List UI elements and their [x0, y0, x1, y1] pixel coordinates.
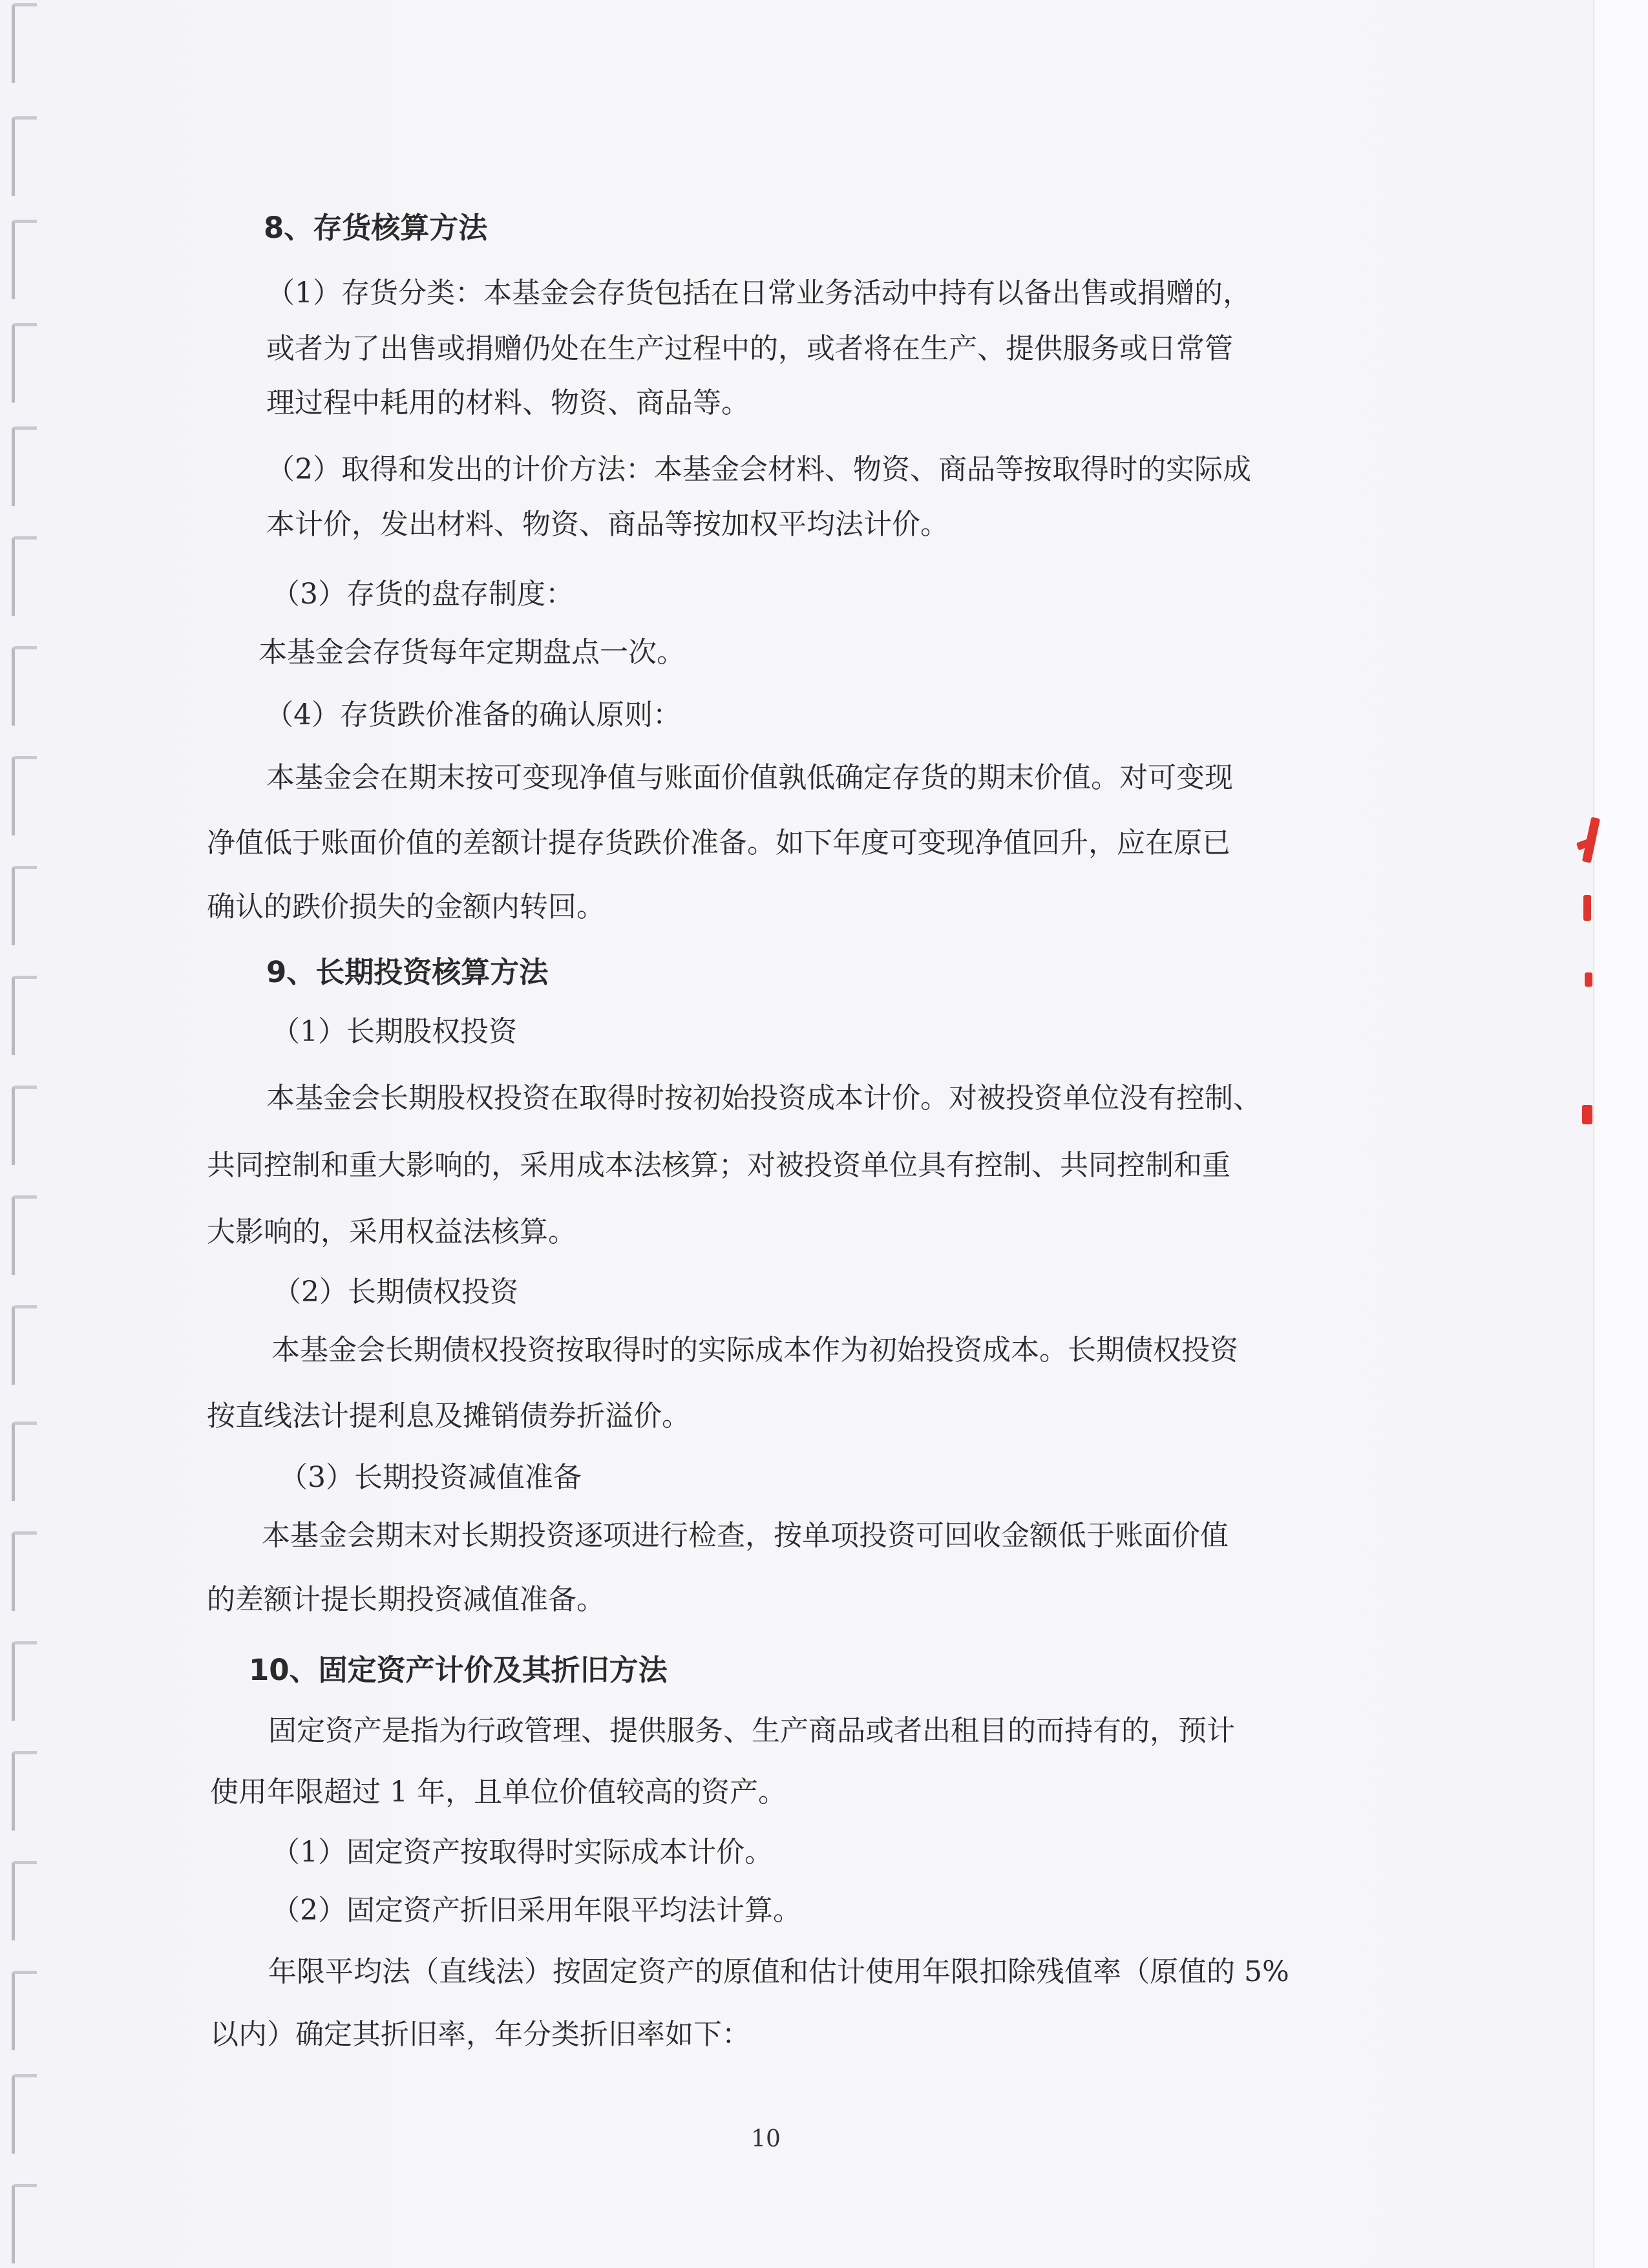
binding-hole: [12, 976, 37, 1055]
binding-hole: [12, 2184, 37, 2263]
text-line: 年限平均法（直线法）按固定资产的原值和估计使用年限扣除残值率（原值的 5%: [268, 1955, 1289, 1988]
binding-hole: [12, 323, 37, 403]
binding-hole: [12, 756, 37, 835]
text-line: （2）固定资产折旧采用年限平均法计算。: [271, 1894, 801, 1927]
text-line: （2）长期债权投资: [273, 1276, 518, 1308]
section-heading-inventory: 8、存货核算方法: [264, 211, 488, 245]
text-line: 固定资产是指为行政管理、提供服务、生产商品或者出租目的而持有的，预计: [268, 1714, 1235, 1747]
text-line: 本基金会期末对长期投资逐项进行检查，按单项投资可回收金额低于账面价值: [262, 1519, 1229, 1552]
binding-hole: [12, 1195, 37, 1275]
binding-hole: [12, 3, 37, 83]
binding-hole: [12, 426, 37, 506]
binding-hole: [12, 2074, 37, 2154]
text-line: （2）取得和发出的计价方法：本基金会材料、物资、商品等按取得时的实际成: [266, 453, 1251, 486]
text-line: 净值低于账面价值的差额计提存货跌价准备。如下年度可变现净值回升，应在原已: [207, 826, 1231, 859]
binding-hole: [12, 1641, 37, 1721]
text-line: 本基金会长期股权投资在取得时按初始投资成本计价。对被投资单位没有控制、: [266, 1082, 1262, 1115]
binding-hole: [12, 1971, 37, 2050]
text-line: （3）长期投资减值准备: [279, 1461, 582, 1494]
binding-hole: [12, 1422, 37, 1501]
text-line: 使用年限超过 1 年，且单位价值较高的资产。: [210, 1776, 787, 1809]
binding-hole: [12, 116, 37, 196]
text-line: （1）存货分类：本基金会存货包括在日常业务活动中持有以备出售或捐赠的，: [266, 277, 1251, 310]
text-line: （4）存货跌价准备的确认原则：: [265, 698, 681, 731]
section-heading-fixed-assets: 10、固定资产计价及其折旧方法: [249, 1653, 668, 1687]
binding-hole: [12, 1086, 37, 1165]
binding-hole: [12, 646, 37, 726]
binding-hole: [12, 220, 37, 299]
text-line: 理过程中耗用的材料、物资、商品等。: [266, 386, 750, 419]
text-line: 按直线法计提利息及摊销债券折溢价。: [207, 1400, 690, 1433]
text-line: （3）存货的盘存制度：: [271, 578, 574, 611]
text-line: 或者为了出售或捐赠仍处在生产过程中的，或者将在生产、提供服务或日常管: [266, 332, 1233, 365]
text-line: 本基金会存货每年定期盘点一次。: [259, 636, 685, 669]
page-edge-strip: [1593, 0, 1648, 2268]
text-line: 本计价，发出材料、物资、商品等按加权平均法计价。: [266, 508, 949, 541]
text-line: 大影响的，采用权益法核算。: [207, 1215, 576, 1248]
binding-hole: [12, 536, 37, 616]
text-line: 以内）确定其折旧率，年分类折旧率如下：: [210, 2018, 750, 2051]
binding-hole: [12, 1861, 37, 1940]
text-line: 本基金会在期末按可变现净值与账面价值孰低确定存货的期末价值。对可变现: [266, 761, 1233, 794]
binding-hole: [12, 1531, 37, 1611]
text-line: （1）长期股权投资: [271, 1015, 517, 1048]
text-line: 共同控制和重大影响的，采用成本法核算；对被投资单位具有控制、共同控制和重: [207, 1149, 1231, 1182]
text-line: 确认的跌价损失的金额内转回。: [207, 890, 605, 923]
section-heading-long-term-investment: 9、长期投资核算方法: [266, 955, 549, 989]
binding-hole: [12, 1305, 37, 1385]
binding-hole: [12, 866, 37, 945]
text-line: （1）固定资产按取得时实际成本计价。: [271, 1836, 773, 1869]
text-line: 的差额计提长期投资减值准备。: [207, 1583, 605, 1616]
page-number: 10: [751, 2126, 781, 2152]
binding-holes: [12, 0, 50, 2268]
text-line: 本基金会长期债权投资按取得时的实际成本作为初始投资成本。长期债权投资: [271, 1334, 1238, 1367]
binding-hole: [12, 1751, 37, 1831]
